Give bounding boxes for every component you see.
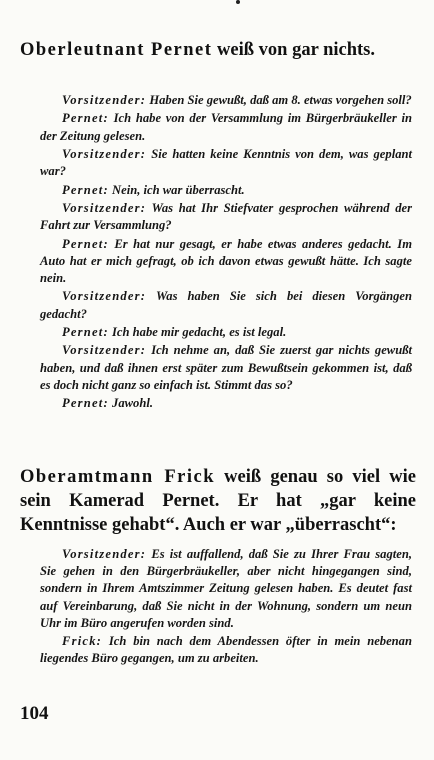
speaker-label: Vorsitzender: [62,547,147,561]
statement-text: Haben Sie gewußt, daß am 8. etwas vorgehen soll? [146,93,412,107]
page-number: 104 [20,703,49,724]
dialogue-entry [40,546,412,632]
dialogue-entry [40,395,412,412]
dialogue-entry [40,110,412,144]
speaker-label: Vorsitzender: [62,146,147,161]
speaker-label: Pernet: [62,236,109,251]
statement-text: Es ist auffallend, daß Sie zu Ihrer Frau sagten, Sie gehen in den Bürgerbräukeller, aber nicht hingegangen sind, sondern in Ihrem Amtszimmer Zeitung gelesen haben. Es deutet fast auf Vereinbarung, daß Sie nicht in der Wohnung, sondern um neun Uhr im Büro angerufen worden sind. [40,547,412,630]
dialogue-entry [40,200,412,234]
dialogue-entry [40,182,412,199]
statement-text: Ich bin nach dem Abendessen öfter in mein nebenan liegendes Büro gegangen, um zu arbeiten. [40,634,412,666]
speaker-label: Pernet: [62,324,109,339]
speaker-label: Pernet: [62,396,109,411]
heading-name: Oberamtmann Frick [20,467,215,487]
statement-text: Jawohl. [108,396,153,411]
dialogue-entry [40,633,412,667]
print-dot [236,0,240,4]
dialogue-entry [40,342,412,394]
statement-text: Was hat Ihr Stiefvater gesprochen während der Fahrt zur Versammlung? [40,200,412,233]
statement-text: Er hat nur gesagt, er habe etwas anderes gedacht. Im Auto hat er mich gefragt, ob ich davon etwas gewußt hätte. Ich sagte nein. [40,236,412,285]
dialogue-entry [40,92,412,109]
dialogue-entry [40,146,412,180]
speaker-label: Pernet: [62,182,109,197]
speaker-label: Vorsitzender: [62,343,147,358]
speaker-label: Vorsitzender: [62,93,147,107]
statement-text: Ich nehme an, daß Sie zuerst gar nichts gewußt haben, und daß ihnen erst später zum Bewußtsein gekommen ist, daß es doch nicht ganz so einfach ist. Stimmt das so? [40,343,412,392]
dialogue-block-pernet [40,92,412,414]
statement-text: Sie hatten keine Kenntnis von dem, was geplant war? [40,146,412,179]
heading-text: weiß genau so viel wie sein Kamerad Pernet. Er hat „gar keine Kenntnisse gehabt“. Auch er war „überrascht“: [20,467,416,535]
statement-text: Ich habe mir gedacht, es ist legal. [108,324,287,339]
statement-text: Ich habe von der Versammlung im Bürgerbräukeller in der Zeitung gelesen. [40,111,412,143]
dialogue-entry [40,324,412,341]
dialogue-block-frick [40,546,412,669]
statement-text: Nein, ich war überrascht. [108,182,245,197]
dialogue-entry [40,236,412,288]
speaker-label: Vorsitzender: [62,289,147,304]
statement-text: Was haben Sie sich bei diesen Vorgängen gedacht? [40,289,412,321]
section-heading-frick [20,465,416,537]
dialogue-entry [40,288,412,322]
speaker-label: Pernet: [62,111,109,126]
section-heading-pernet [20,38,416,62]
heading-name: Oberleutnant Pernet [20,40,213,60]
speaker-label: Frick: [62,634,103,649]
heading-text: weiß von gar nichts. [212,40,375,60]
speaker-label: Vorsitzender: [62,200,147,215]
